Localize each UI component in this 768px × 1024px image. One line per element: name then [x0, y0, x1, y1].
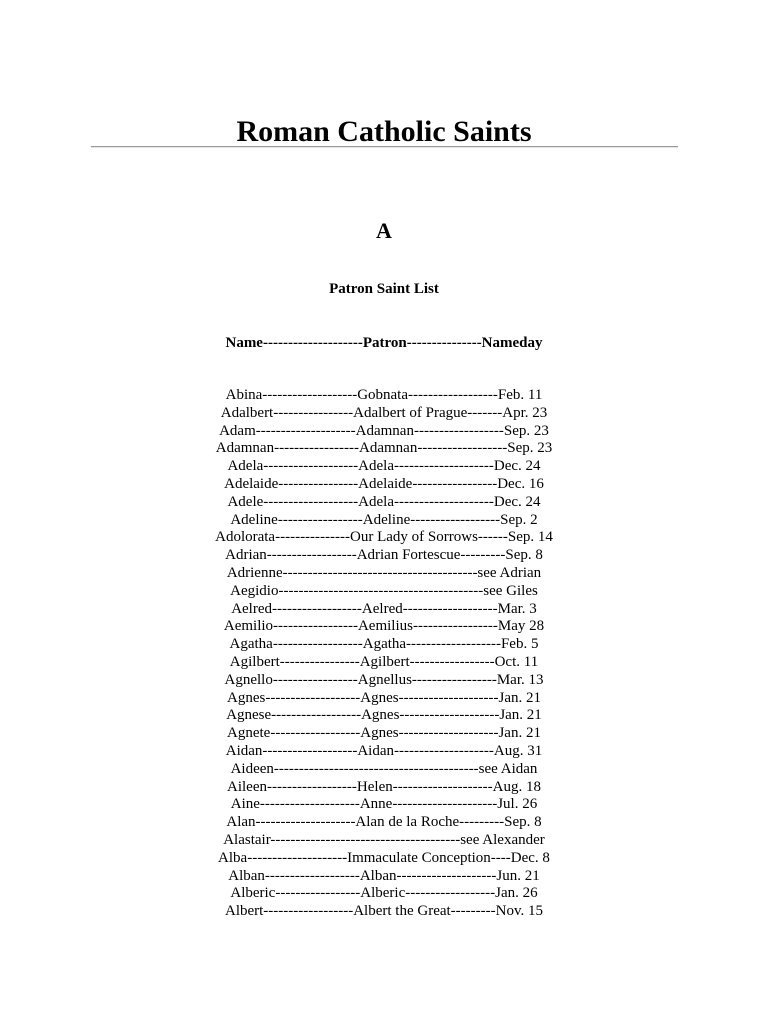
saint-entry: Agnes-------------------Agnes--------------------Jan. 21	[227, 689, 541, 706]
page-title: Roman Catholic Saints	[236, 115, 532, 149]
saint-entry: Agatha------------------Agatha-------------------Feb. 5	[229, 636, 539, 653]
saint-entry: Albert------------------Albert the Great---------Nov. 15	[224, 903, 543, 920]
saint-list	[0, 387, 768, 921]
saint-entry: Alba--------------------Immaculate Conception----Dec. 8	[218, 849, 550, 866]
saint-entry: Adeline-----------------Adeline------------------Sep. 2	[230, 511, 538, 528]
saint-entry: Abina-------------------Gobnata------------------Feb. 11	[225, 387, 543, 403]
saint-entry: Adele-------------------Adela--------------------Dec. 24	[227, 493, 541, 510]
section-letter-heading: A	[376, 218, 392, 243]
saint-entry: Agnete------------------Agnes--------------------Jan. 21	[227, 725, 541, 742]
title-divider	[91, 146, 678, 148]
column-header: Name--------------------Patron---------------Nameday	[225, 335, 543, 351]
saint-entry: Adam--------------------Adamnan------------------Sep. 23	[219, 422, 549, 439]
saint-entry: Aelred------------------Aelred-------------------Mar. 3	[231, 600, 537, 617]
saint-entry: Adolorata---------------Our Lady of Sorrows------Sep. 14	[215, 529, 553, 546]
saint-entry: Adalbert----------------Adalbert of Prague-------Apr. 23	[220, 404, 548, 421]
saint-entry: Alan--------------------Alan de la Roche---------Sep. 8	[226, 814, 542, 831]
list-title: Patron Saint List	[329, 281, 439, 297]
saint-entry: Agnese------------------Agnes--------------------Jan. 21	[226, 707, 542, 724]
saint-entry: Adelaide----------------Adelaide-----------------Dec. 16	[224, 475, 544, 492]
saint-entry: Aidan-------------------Aidan--------------------Aug. 31	[225, 742, 543, 759]
saint-entry: Adela-------------------Adela--------------------Dec. 24	[227, 458, 541, 475]
saint-entry: Aileen------------------Helen--------------------Aug. 18	[227, 778, 541, 795]
saint-entry: Adamnan-----------------Adamnan------------------Sep. 23	[215, 440, 553, 457]
saint-entry: Alban-------------------Alban--------------------Jun. 21	[228, 867, 540, 884]
saint-entry: Agilbert----------------Agilbert-----------------Oct. 11	[229, 653, 539, 670]
saint-entry: Aideen-----------------------------------------see Aidan	[230, 760, 538, 777]
saint-entry: Adrienne---------------------------------------see Adrian	[226, 564, 542, 581]
saint-entry: Adrian------------------Adrian Fortescue---------Sep. 8	[225, 547, 543, 564]
saint-entry: Aemilio-----------------Aemilius-----------------May 28	[223, 618, 545, 635]
saint-entry: Agnello-----------------Agnellus-----------------Mar. 13	[224, 671, 544, 688]
saint-entry: Alberic-----------------Alberic------------------Jan. 26	[230, 885, 538, 902]
saint-entry: Aine--------------------Anne---------------------Jul. 26	[230, 796, 538, 813]
saint-entry: Aegidio-----------------------------------------see Giles	[230, 582, 538, 599]
saint-entry: Alastair--------------------------------------see Alexander	[223, 831, 545, 848]
